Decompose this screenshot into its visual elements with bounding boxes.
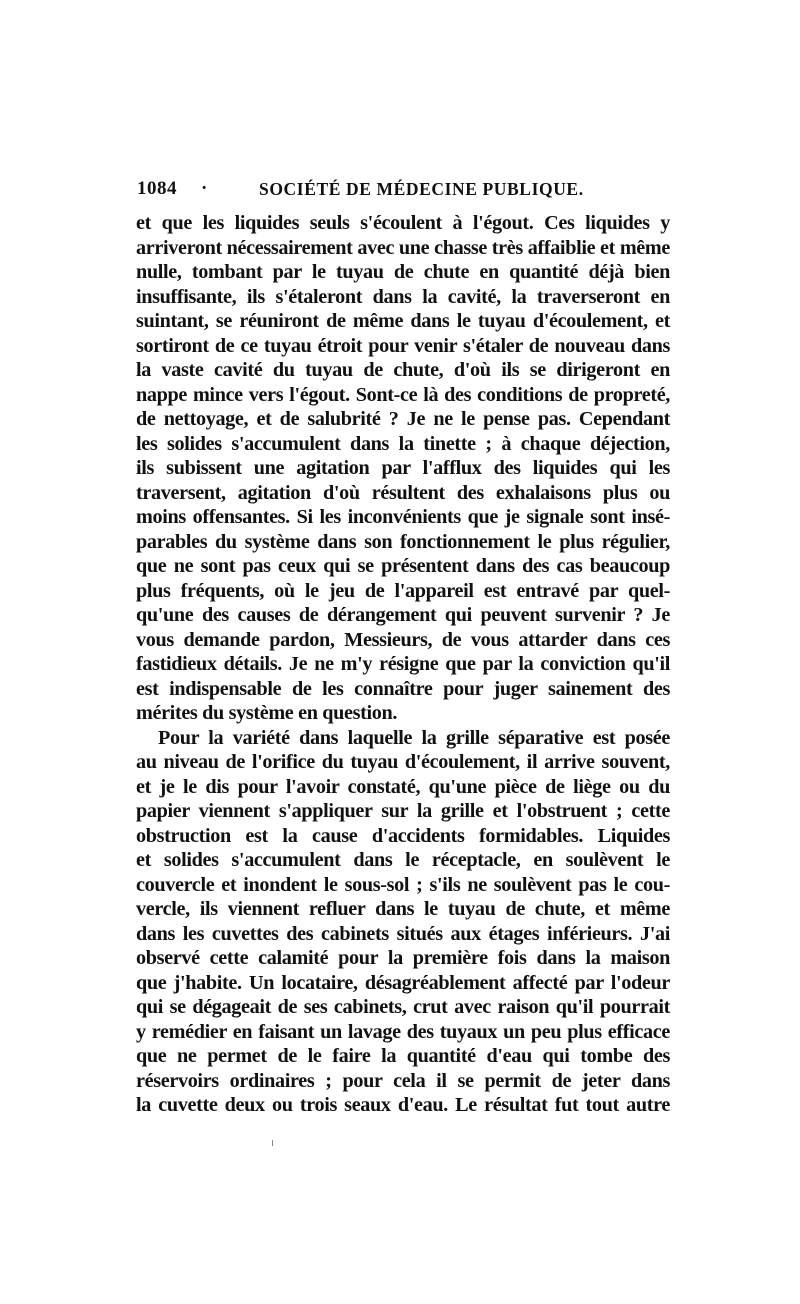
- paragraph-end-line: mérites du système en question.: [136, 702, 398, 724]
- text-line: papier viennent s'appliquer sur la grille et l'obstruent ; cette: [136, 800, 670, 822]
- text-line: moins offensantes. Si les inconvénients que je signale sont insé-: [136, 506, 670, 528]
- paragraph-start-line: Pour la variété dans laquelle la grille séparative est posée: [158, 726, 670, 749]
- text-line: couvercle et inondent le sous-sol ; s'ils ne soulèvent pas le cou-: [136, 873, 670, 896]
- text-line: qui se dégageait de ses cabinets, crut avec raison qu'il pourrait: [136, 996, 670, 1018]
- text-line: dans les cuvettes des cabinets situés aux étages inférieurs. J'ai: [136, 922, 670, 945]
- page-number: 1084: [137, 178, 177, 199]
- header-separator: ·: [201, 178, 208, 199]
- text-line: qu'une des causes de dérangement qui peuvent survenir ? Je: [136, 604, 670, 626]
- running-title: SOCIÉTÉ DE MÉDECINE PUBLIQUE.: [259, 179, 584, 199]
- text-line: de nettoyage, et de salubrité ? Je ne le pense pas. Cependant: [136, 408, 670, 430]
- text-line: les solides s'accumulent dans la tinette ; à chaque déjection,: [136, 432, 670, 455]
- text-line: vous demande pardon, Messieurs, de vous attarder dans ces: [136, 628, 670, 651]
- text-line: vercle, ils viennent refluer dans le tuyau de chute, et même: [136, 898, 670, 920]
- text-line: ils subissent une agitation par l'afflux des liquides qui les: [136, 457, 670, 479]
- text-line: obstruction est la cause d'accidents formidables. Liquides: [136, 824, 670, 847]
- text-line: que ne sont pas ceux qui se présentent dans des cas beaucoup: [136, 555, 670, 577]
- text-line: que ne permet de le faire la quantité d'eau qui tombe des: [136, 1045, 670, 1067]
- text-line: la cuvette deux ou trois seaux d'eau. Le résultat fut tout autre: [136, 1094, 670, 1116]
- running-head: [137, 178, 667, 204]
- text-line: réservoirs ordinaires ; pour cela il se permit de jeter dans: [136, 1069, 670, 1092]
- text-line: observé cette calamité pour la première fois dans la maison: [136, 947, 670, 969]
- text-line: suintant, se réuniront de même dans le tuyau d'écoulement, et: [136, 310, 670, 332]
- body-text: [136, 211, 670, 1118]
- print-mark: [272, 1140, 273, 1146]
- text-line: au niveau de l'orifice du tuyau d'écoulement, il arrive souvent,: [136, 751, 670, 773]
- text-line: fastidieux détails. Je ne m'y résigne que par la conviction qu'il: [136, 653, 670, 675]
- text-line: nappe mince vers l'égout. Sont-ce là des conditions de propreté,: [136, 383, 670, 406]
- text-line: est indispensable de les connaître pour juger sainement des: [136, 677, 670, 700]
- text-line: et solides s'accumulent dans le réceptacle, en soulèvent le: [136, 849, 670, 871]
- text-line: plus fréquents, où le jeu de l'appareil est entravé par quel-: [136, 579, 670, 602]
- text-line: sortiront de ce tuyau étroit pour venir s'étaler de nouveau dans: [136, 334, 670, 357]
- text-line: traversent, agitation d'où résultent des exhalaisons plus ou: [136, 481, 670, 504]
- text-line: et que les liquides seuls s'écoulent à l'égout. Ces liquides y: [136, 212, 670, 234]
- text-line: que j'habite. Un locataire, désagréablement affecté par l'odeur: [136, 971, 670, 994]
- text-line: y remédier en faisant un lavage des tuyaux un peu plus efficace: [136, 1020, 670, 1043]
- text-line: la vaste cavité du tuyau de chute, d'où ils se dirigeront en: [136, 359, 670, 381]
- text-line: arriveront nécessairement avec une chasse très affaiblie et même: [136, 236, 670, 259]
- text-line: nulle, tombant par le tuyau de chute en quantité déjà bien: [136, 261, 670, 283]
- text-line: insuffisante, ils s'étaleront dans la cavité, la traverseront en: [136, 285, 670, 308]
- text-line: parables du système dans son fonctionnement le plus régulier,: [136, 530, 670, 553]
- text-line: et je le dis pour l'avoir constaté, qu'une pièce de liège ou du: [136, 775, 670, 798]
